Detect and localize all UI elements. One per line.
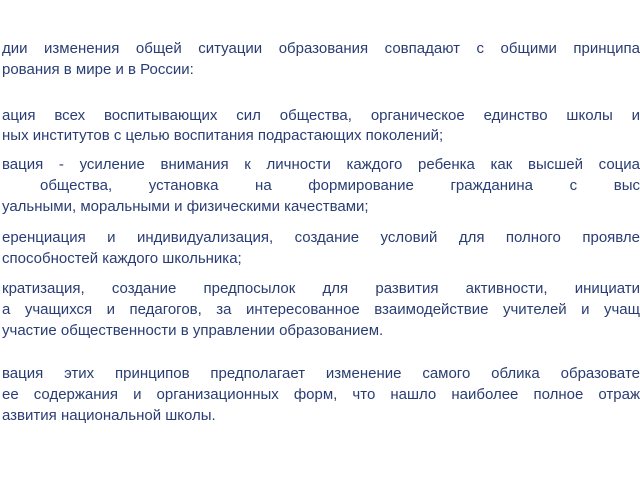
text-line: ных институтов с целью воспитания подрастающих поколений; xyxy=(2,127,444,144)
text-line: ее содержания и организационных форм, что нашло наиболее полное отраж xyxy=(2,386,640,403)
text-line: вация этих принципов предполагает изменение самого облика образовате xyxy=(2,365,640,382)
text-line: еренциация и индивидуализация, создание условий для полного проявле xyxy=(2,229,640,246)
text-line: уальными, моральными и физическими качествами; xyxy=(2,198,369,215)
text-line: дии изменения общей ситуации образования совпадают с общими принципа xyxy=(2,40,640,57)
text-line: общества, установка на формирование гражданина с выс xyxy=(40,177,640,194)
text-line: а учащихся и педагогов, за интересованное взаимодействие учителей и учащ xyxy=(2,301,640,318)
text-line: рования в мире и в России: xyxy=(2,61,194,78)
text-line: вация - усиление внимания к личности каждого ребенка как высшей социа xyxy=(2,156,640,173)
text-line: азвития национальной школы. xyxy=(2,407,216,424)
text-line: кратизация, создание предпосылок для развития активности, инициати xyxy=(2,280,640,297)
text-line: способностей каждого школьника; xyxy=(2,250,242,267)
text-line: ация всех воспитывающих сил общества, органическое единство школы и xyxy=(2,107,640,124)
text-line: участие общественности в управлении образованием. xyxy=(2,322,384,339)
